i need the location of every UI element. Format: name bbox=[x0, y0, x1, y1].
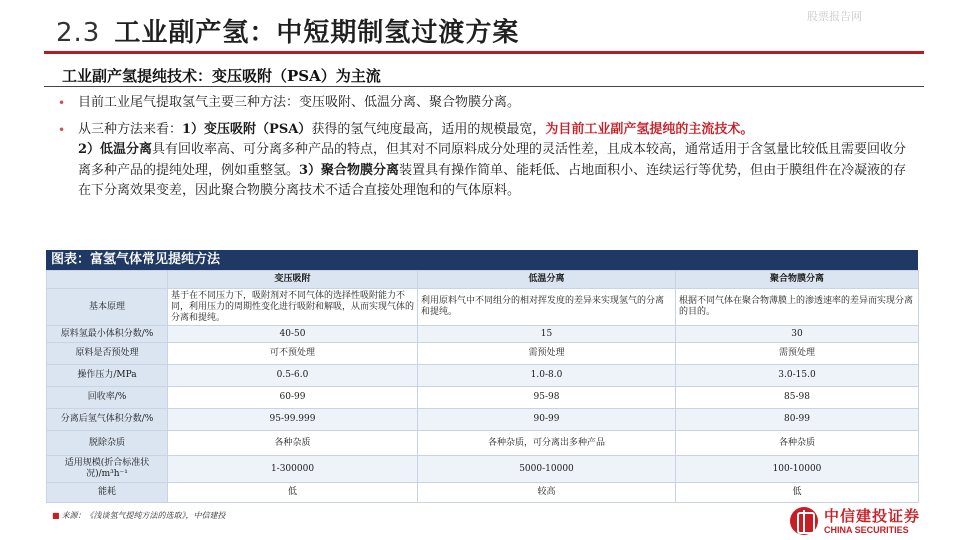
page-title bbox=[56, 12, 519, 49]
table-cell: 60-99 bbox=[168, 387, 418, 409]
table-cell: 100-10000 bbox=[676, 456, 919, 483]
table-row bbox=[47, 409, 919, 431]
logo-name-cn: 中信建投证券 bbox=[824, 507, 921, 525]
bullet-highlight: 为目前工业副产氢提纯的主流技术。 bbox=[545, 121, 754, 137]
table-cell: 95-98 bbox=[418, 387, 676, 409]
table-cell: 40-50 bbox=[168, 326, 418, 343]
watermark: 股票报告网 bbox=[807, 10, 862, 23]
table-cell: 各种杂质 bbox=[676, 431, 919, 456]
table-cell: 90-99 bbox=[418, 409, 676, 431]
bullet-item-comparison bbox=[58, 120, 918, 202]
table-cell: 低 bbox=[168, 483, 418, 503]
title-divider bbox=[44, 51, 924, 54]
column-header: 变压吸附 bbox=[168, 271, 418, 289]
table-cell: 各种杂质，可分离出多种产品 bbox=[418, 431, 676, 456]
source-square-icon: ■ bbox=[52, 511, 60, 520]
row-label: 分离后氢气体积分数/% bbox=[47, 409, 168, 431]
table-cell: 80-99 bbox=[676, 409, 919, 431]
table-cell: 3.0-15.0 bbox=[676, 365, 919, 387]
bullet-emphasis-cryogenic: 2）低温分离 bbox=[78, 142, 153, 157]
bullet-list bbox=[58, 93, 918, 208]
table-cell: 1.0-8.0 bbox=[418, 365, 676, 387]
bullet-emphasis-membrane: 3）聚合物膜分离 bbox=[299, 162, 400, 178]
table-row bbox=[47, 343, 919, 365]
table-cell: 1-300000 bbox=[168, 456, 418, 483]
row-label: 基本原理 bbox=[47, 289, 168, 326]
subtitle-divider bbox=[44, 86, 924, 87]
table-row bbox=[47, 326, 919, 343]
table-cell: 15 bbox=[418, 326, 676, 343]
purification-methods-table bbox=[46, 270, 919, 503]
logo-name-en: CHINA SECURITIES bbox=[824, 525, 909, 535]
bullet-text: 目前工业尾气提取氢气主要三种方法：变压吸附、低温分离、聚合物膜分离。 bbox=[78, 95, 521, 110]
company-logo bbox=[790, 505, 950, 537]
bullet-text: 装置具有操作简单、能耗低、占地面积小、连续运行等优势，但由于膜组件在冷凝液的存在下分离效果变差，因此聚合物膜分离技术不适合直接处理饱和的气体原料。 bbox=[78, 162, 907, 198]
table-cell: 95-99.999 bbox=[168, 409, 418, 431]
section-number: 2.3 bbox=[56, 18, 101, 48]
row-label: 适用规模(折合标准状况)/m³h⁻¹ bbox=[47, 456, 168, 483]
row-label: 回收率/% bbox=[47, 387, 168, 409]
row-label: 脱除杂质 bbox=[47, 431, 168, 456]
table-row bbox=[47, 387, 919, 409]
logo-emblem-icon bbox=[790, 507, 818, 535]
table-cell: 较高 bbox=[418, 483, 676, 503]
column-header bbox=[47, 271, 168, 289]
table-cell: 低 bbox=[676, 483, 919, 503]
bullet-dot-icon: • bbox=[58, 96, 66, 110]
table-cell: 需预处理 bbox=[676, 343, 919, 365]
row-label: 原料是否预处理 bbox=[47, 343, 168, 365]
table-cell: 5000-10000 bbox=[418, 456, 676, 483]
table-cell: 30 bbox=[676, 326, 919, 343]
table-cell: 基于在不同压力下，吸附剂对不同气体的选择性吸附能力不同，利用压力的周期性变化进行吸附和解吸，从而实现气体的分离和提纯。 bbox=[168, 289, 418, 326]
section-title: 工业副产氢：中短期制氢过渡方案 bbox=[114, 18, 520, 48]
table-row bbox=[47, 431, 919, 456]
table-row bbox=[47, 365, 919, 387]
bullet-text: 获得的氢气纯度最高，适用的规模最宽， bbox=[311, 121, 546, 137]
column-header: 低温分离 bbox=[418, 271, 676, 289]
row-label: 操作压力/MPa bbox=[47, 365, 168, 387]
table-cell: 根据不同气体在聚合物薄膜上的渗透速率的差异而实现分离的目的。 bbox=[676, 289, 919, 326]
row-label: 原料氢最小体积分数/% bbox=[47, 326, 168, 343]
column-header: 聚合物膜分离 bbox=[676, 271, 919, 289]
table-cell: 0.5-6.0 bbox=[168, 365, 418, 387]
table-row bbox=[47, 483, 919, 503]
table-cell: 需预处理 bbox=[418, 343, 676, 365]
table-caption: 图表：富氢气体常见提纯方法 bbox=[46, 250, 918, 270]
source-note bbox=[52, 510, 226, 521]
table-cell: 利用原料气中不同组分的相对挥发度的差异来实现氢气的分离和提纯。 bbox=[418, 289, 676, 326]
bullet-emphasis-psa: 1）变压吸附（PSA） bbox=[182, 121, 312, 137]
row-label: 能耗 bbox=[47, 483, 168, 503]
bullet-text: 具有回收率高、可分离多种产品的特点，但其对不同原料成分处理的灵活性差，且成本较高，通常适用于含氢量比较低且需要回收分离多种产品的提纯处理，例如重整氢。 bbox=[78, 142, 907, 178]
table-row bbox=[47, 289, 919, 326]
source-text: 来源：《浅谈氢气提纯方法的选取》，中信建投 bbox=[61, 511, 226, 520]
table-row bbox=[47, 456, 919, 483]
table-cell: 85-98 bbox=[676, 387, 919, 409]
bullet-text: 从三种方法来看： bbox=[78, 121, 183, 137]
table-header-row bbox=[47, 271, 919, 289]
bullet-item-methods bbox=[58, 93, 918, 114]
bullet-dot-icon: • bbox=[58, 122, 66, 137]
subtitle: 工业副产氢提纯技术：变压吸附（PSA）为主流 bbox=[62, 67, 381, 85]
table-cell: 可不预处理 bbox=[168, 343, 418, 365]
table-cell: 各种杂质 bbox=[168, 431, 418, 456]
